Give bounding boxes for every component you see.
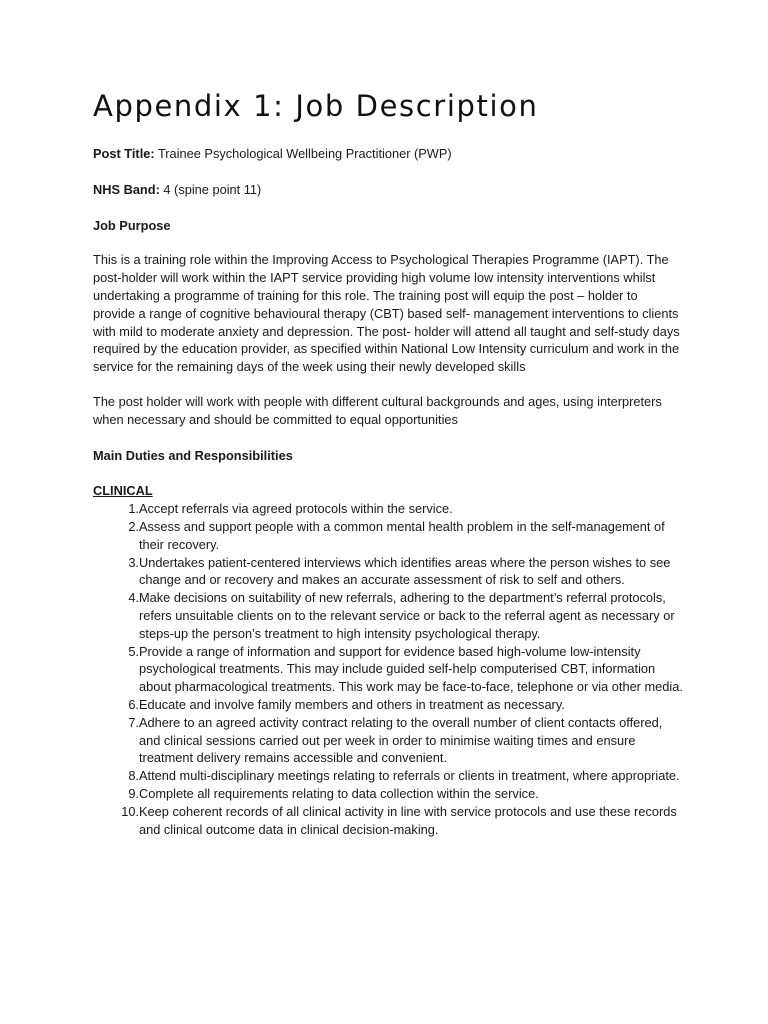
list-item-number: 6. bbox=[128, 696, 139, 712]
list-item-text: Educate and involve family members and others in treatment as necessary. bbox=[139, 696, 565, 712]
nhs-band-label: NHS Band: bbox=[93, 181, 160, 197]
list-item bbox=[93, 767, 683, 785]
job-purpose-paragraph-1: This is a training role within the Improving Access to Psychological Therapies Programme (IAPT). The post-holder will work within the IAPT service providing high volume low intensity interventions whilst undertaking a programme of training for this role. The training post will equip the post – holder to provide a range of cognitive behavioural therapy (CBT) based self- management interventions to clients with mild to moderate anxiety and depression. The post- holder will attend all taught and self-study days required by the education provider, as specified within National Low Intensity curriculum and work in the service for the remaining days of the week using their newly developed skills bbox=[93, 252, 680, 375]
list-item-text: Adhere to an agreed activity contract relating to the overall number of client contacts offered, and clinical sessions carried out per week in order to minimise waiting times and ensure treatment delivery remains accessible and convenient. bbox=[139, 714, 663, 766]
list-item-number: 2. bbox=[128, 518, 139, 534]
list-item-text: Make decisions on suitability of new referrals, adhering to the department’s referral protocols, refers unsuitable clients on to the relevant service or back to the referral agent as necessary or steps-up the person’s treatment to high intensity psychological therapy. bbox=[139, 590, 675, 641]
list-item bbox=[93, 500, 683, 518]
list-item-text: Accept referrals via agreed protocols within the service. bbox=[139, 501, 453, 517]
clinical-heading: CLINICAL bbox=[93, 483, 153, 499]
list-item bbox=[93, 518, 683, 554]
post-title-field bbox=[93, 145, 683, 163]
list-item-number: 1. bbox=[128, 501, 139, 517]
nhs-band-field bbox=[93, 181, 683, 199]
post-title-value: Trainee Psychological Wellbeing Practitioner (PWP) bbox=[154, 146, 452, 161]
list-item-text: Keep coherent records of all clinical activity in line with service protocols and use these records and clinical outcome data in clinical decision-making. bbox=[139, 803, 677, 837]
list-item-number: 5. bbox=[128, 643, 139, 659]
list-item-number: 8. bbox=[128, 768, 139, 784]
list-item-text: Provide a range of information and support for evidence based high-volume low-intensity psychological treatments. This may include guided self-help computerised CBT, information about pharmacological treatments. This work may be face-to-face, telephone or via other media. bbox=[139, 643, 683, 695]
list-item bbox=[93, 643, 683, 696]
nhs-band-value: 4 (spine point 11) bbox=[159, 181, 262, 197]
list-item bbox=[93, 696, 683, 714]
list-item-number: 9. bbox=[128, 785, 139, 801]
list-item-number: 7. bbox=[128, 714, 139, 730]
list-item bbox=[93, 803, 683, 839]
list-item-text: Attend multi-disciplinary meetings relating to referrals or clients in treatment, where appropriate. bbox=[139, 768, 680, 784]
document-body bbox=[93, 145, 683, 838]
list-item bbox=[93, 785, 683, 803]
post-title-label: Post Title: bbox=[93, 146, 155, 161]
list-item-number: 3. bbox=[128, 554, 139, 570]
list-item-text: Assess and support people with a common mental health problem in the self-management of their recovery. bbox=[139, 518, 665, 552]
list-item-number: 4. bbox=[128, 590, 139, 606]
job-purpose-paragraph-2: The post holder will work with people with different cultural backgrounds and ages, using interpreters when necessary and should be committed to equal opportunities bbox=[93, 393, 662, 427]
list-item bbox=[93, 714, 683, 767]
list-item-number: 10. bbox=[121, 803, 139, 819]
clinical-duties-list bbox=[93, 500, 683, 838]
job-purpose-heading: Job Purpose bbox=[93, 217, 171, 233]
list-item-text: Complete all requirements relating to data collection within the service. bbox=[139, 785, 539, 801]
list-item bbox=[93, 554, 683, 590]
document-title: Appendix 1: Job Description bbox=[93, 89, 539, 123]
main-duties-heading: Main Duties and Responsibilities bbox=[93, 447, 293, 463]
list-item bbox=[93, 589, 683, 642]
list-item-text: Undertakes patient-centered interviews which identifies areas where the person wishes to see change and or recovery and makes an accurate assessment of risk to self and others. bbox=[139, 554, 671, 588]
